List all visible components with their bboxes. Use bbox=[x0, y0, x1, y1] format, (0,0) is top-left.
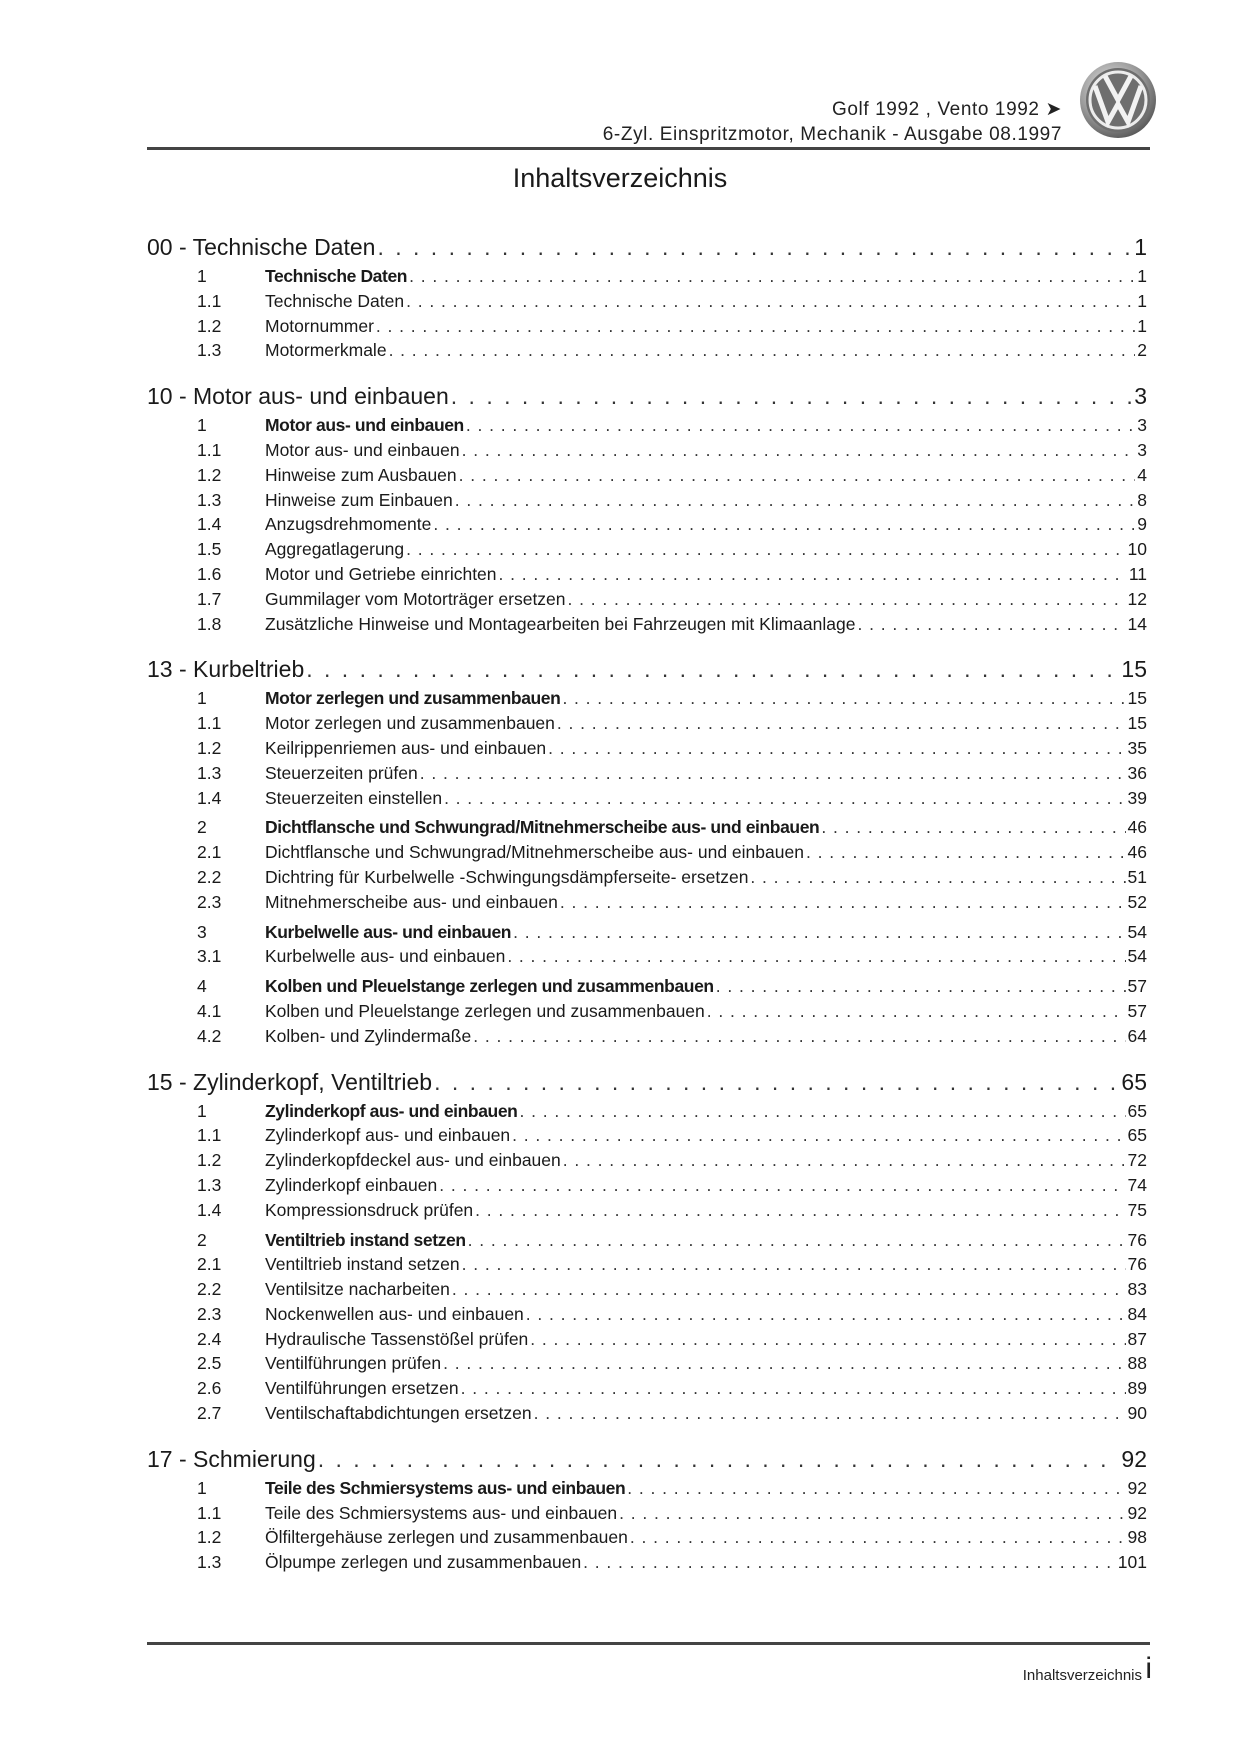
toc-section-row[interactable] bbox=[147, 1099, 1147, 1124]
entry-number: 1.2 bbox=[197, 737, 222, 758]
toc-entry-row[interactable] bbox=[147, 463, 1147, 488]
entry-page: 64 bbox=[1127, 1025, 1147, 1046]
entry-title: Motor aus- und einbauen bbox=[265, 415, 464, 436]
toc-entry-row[interactable] bbox=[147, 1024, 1147, 1049]
entry-title: Motornummer bbox=[265, 315, 374, 336]
entry-number: 2.3 bbox=[197, 1303, 222, 1324]
entry-title: Kolben und Pleuelstange zerlegen und zusammenbauen bbox=[265, 1000, 705, 1021]
entry-page: 75 bbox=[1127, 1199, 1147, 1220]
dot-leader bbox=[821, 815, 1125, 840]
entry-number: 1.3 bbox=[197, 340, 222, 361]
dot-leader bbox=[377, 230, 1132, 264]
toc-entry-row[interactable] bbox=[147, 1550, 1147, 1575]
entry-title: Ventiltrieb instand setzen bbox=[265, 1229, 466, 1250]
entry-page: 11 bbox=[1128, 563, 1147, 584]
entry-page: 46 bbox=[1127, 817, 1147, 838]
dot-leader bbox=[443, 1351, 1125, 1376]
toc-section-row[interactable] bbox=[147, 686, 1147, 711]
toc-entry-row[interactable] bbox=[147, 1252, 1147, 1277]
dot-leader bbox=[439, 1173, 1125, 1198]
dot-leader bbox=[409, 264, 1135, 289]
entry-number: 1.1 bbox=[197, 290, 222, 311]
dot-leader bbox=[619, 1501, 1125, 1526]
entry-title: Zylinderkopfdeckel aus- und einbauen bbox=[265, 1150, 561, 1171]
entry-page: 51 bbox=[1127, 866, 1147, 887]
dot-leader bbox=[512, 1123, 1125, 1148]
toc-entry-row[interactable] bbox=[147, 890, 1147, 915]
entry-number: 2.1 bbox=[197, 842, 222, 863]
entry-number: 1.7 bbox=[197, 588, 222, 609]
entry-title: Dichtflansche und Schwungrad/Mitnehmerscheibe aus- und einbauen bbox=[265, 842, 804, 863]
entry-number: 1.2 bbox=[197, 464, 222, 485]
entry-page: 35 bbox=[1127, 737, 1147, 758]
entry-page: 76 bbox=[1127, 1229, 1147, 1250]
entry-page: 46 bbox=[1127, 842, 1147, 863]
entry-number: 1.2 bbox=[197, 315, 222, 336]
entry-title: Ölfiltergehäuse zerlegen und zusammenbauen bbox=[265, 1527, 628, 1548]
entry-number: 1.5 bbox=[197, 539, 222, 560]
toc-chapter-row[interactable] bbox=[147, 230, 1147, 264]
entry-page: 10 bbox=[1127, 539, 1147, 560]
toc-entry-row[interactable] bbox=[147, 1525, 1147, 1550]
entry-title: Technische Daten bbox=[265, 290, 405, 311]
entry-number: 1.6 bbox=[197, 563, 222, 584]
toc-entry-row[interactable] bbox=[147, 865, 1147, 890]
entry-number: 1.3 bbox=[197, 1552, 222, 1573]
dot-leader bbox=[420, 761, 1126, 786]
entry-title: Hinweise zum Ausbauen bbox=[265, 464, 457, 485]
entry-number: 2.3 bbox=[197, 891, 222, 912]
entry-number: 2.5 bbox=[197, 1353, 222, 1374]
dot-leader bbox=[562, 686, 1125, 711]
dot-leader bbox=[857, 612, 1125, 637]
toc-entry-row[interactable] bbox=[147, 488, 1147, 513]
entry-number: 1.4 bbox=[197, 514, 222, 535]
entry-number: 2 bbox=[197, 1229, 207, 1250]
header-divider bbox=[147, 147, 1150, 150]
entry-page: 36 bbox=[1127, 762, 1147, 783]
entry-title: Gummilager vom Motorträger ersetzen bbox=[265, 588, 566, 609]
dot-leader bbox=[452, 1277, 1126, 1302]
footer-divider bbox=[147, 1642, 1150, 1645]
dot-leader bbox=[557, 711, 1126, 736]
toc-entry-row[interactable] bbox=[147, 1302, 1147, 1327]
entry-title: Anzugsdrehmomente bbox=[265, 514, 432, 535]
chapter-title: 00 - Technische Daten bbox=[147, 234, 376, 260]
toc-section-row[interactable] bbox=[147, 264, 1147, 289]
entry-page: 15 bbox=[1127, 688, 1147, 709]
toc-entry-row[interactable] bbox=[147, 438, 1147, 463]
entry-page: 57 bbox=[1127, 1000, 1147, 1021]
toc-entry-row[interactable] bbox=[147, 1123, 1147, 1148]
entry-number: 2 bbox=[197, 817, 207, 838]
entry-number: 2.2 bbox=[197, 866, 222, 887]
entry-page: 9 bbox=[1137, 514, 1147, 535]
entry-number: 1.4 bbox=[197, 787, 222, 808]
entry-number: 1 bbox=[197, 1477, 207, 1498]
entry-title: Technische Daten bbox=[265, 266, 408, 286]
toc-entry-row[interactable] bbox=[147, 338, 1147, 363]
entry-number: 3 bbox=[197, 921, 207, 942]
dot-leader bbox=[534, 1401, 1126, 1426]
dot-leader bbox=[560, 890, 1126, 915]
toc-entry-row[interactable] bbox=[147, 761, 1147, 786]
entry-page: 4 bbox=[1137, 464, 1147, 485]
dot-leader bbox=[530, 1327, 1125, 1352]
dot-leader bbox=[716, 974, 1126, 999]
entry-number: 2.6 bbox=[197, 1378, 222, 1399]
dot-leader bbox=[444, 786, 1125, 811]
toc-entry-row[interactable] bbox=[147, 999, 1147, 1024]
entry-title: Keilrippenriemen aus- und einbauen bbox=[265, 737, 547, 758]
toc-entry-row[interactable] bbox=[147, 1148, 1147, 1173]
entry-title: Nockenwellen aus- und einbauen bbox=[265, 1303, 524, 1324]
dot-leader bbox=[507, 944, 1125, 969]
dot-leader bbox=[462, 1252, 1126, 1277]
toc-section-row[interactable] bbox=[147, 920, 1147, 945]
toc-entry-row[interactable] bbox=[147, 1327, 1147, 1352]
entry-number: 1.3 bbox=[197, 762, 222, 783]
entry-title: Ventilführungen ersetzen bbox=[265, 1378, 459, 1399]
dot-leader bbox=[750, 865, 1125, 890]
entry-number: 1.1 bbox=[197, 439, 222, 460]
dot-leader bbox=[455, 488, 1136, 513]
chapter-title: 10 - Motor aus- und einbauen bbox=[147, 383, 449, 410]
toc-entry-row[interactable] bbox=[147, 711, 1147, 736]
entry-title: Motor zerlegen und zusammenbauen bbox=[265, 688, 561, 709]
entry-title: Hinweise zum Einbauen bbox=[265, 489, 453, 510]
entry-number: 1.2 bbox=[197, 1527, 222, 1548]
dot-leader bbox=[473, 1024, 1125, 1049]
entry-title: Mitnehmerscheibe aus- und einbauen bbox=[265, 891, 558, 912]
toc-entry-row[interactable] bbox=[147, 1277, 1147, 1302]
entry-title: Teile des Schmiersystems aus- und einbauen bbox=[265, 1502, 618, 1523]
entry-page: 12 bbox=[1127, 588, 1147, 609]
toc-chapter bbox=[147, 652, 1147, 1048]
entry-title: Teile des Schmiersystems aus- und einbauen bbox=[265, 1477, 626, 1498]
toc-chapter bbox=[147, 1065, 1147, 1426]
entry-page: 14 bbox=[1127, 613, 1147, 634]
entry-number: 2.4 bbox=[197, 1328, 222, 1349]
dot-leader bbox=[406, 537, 1125, 562]
dot-leader bbox=[451, 379, 1132, 413]
entry-title: Zusätzliche Hinweise und Montagearbeiten bei Fahrzeugen mit Klimaanlage bbox=[265, 613, 856, 634]
toc-entry-row[interactable] bbox=[147, 1173, 1147, 1198]
dot-leader bbox=[526, 1302, 1126, 1327]
dot-leader bbox=[468, 1228, 1126, 1253]
entry-number: 1 bbox=[197, 1100, 207, 1121]
toc-chapter-row[interactable] bbox=[147, 652, 1147, 686]
entry-page: 54 bbox=[1127, 921, 1147, 942]
dot-leader bbox=[376, 314, 1135, 339]
entry-title: Motormerkmale bbox=[265, 340, 387, 361]
entry-page: 65 bbox=[1127, 1125, 1147, 1146]
entry-title: Ventiltrieb instand setzen bbox=[265, 1254, 460, 1275]
toc-chapter-row[interactable] bbox=[147, 1442, 1147, 1476]
chapter-title: 15 - Zylinderkopf, Ventiltrieb bbox=[147, 1068, 433, 1095]
entry-page: 72 bbox=[1127, 1150, 1147, 1171]
entry-title: Kurbelwelle aus- und einbauen bbox=[265, 921, 512, 942]
entry-title: Motor aus- und einbauen bbox=[265, 439, 460, 460]
page-title: Inhaltsverzeichnis bbox=[512, 163, 728, 193]
entry-page: 1 bbox=[1137, 266, 1147, 286]
entry-page: 39 bbox=[1127, 787, 1147, 808]
entry-page: 87 bbox=[1127, 1328, 1147, 1349]
toc-chapter-row[interactable] bbox=[147, 379, 1147, 413]
entry-page: 54 bbox=[1127, 946, 1147, 967]
dot-leader bbox=[707, 999, 1126, 1024]
entry-page: 90 bbox=[1127, 1403, 1147, 1424]
entry-title: Motor zerlegen und zusammenbauen bbox=[265, 713, 555, 734]
toc-entry-row[interactable] bbox=[147, 1351, 1147, 1376]
entry-number: 2.1 bbox=[197, 1254, 222, 1275]
entry-page: 92 bbox=[1127, 1502, 1147, 1523]
toc-entry-row[interactable] bbox=[147, 786, 1147, 811]
toc-chapter-row[interactable] bbox=[147, 1065, 1147, 1099]
entry-page: 84 bbox=[1127, 1303, 1147, 1324]
entry-title: Zylinderkopf aus- und einbauen bbox=[265, 1100, 518, 1121]
entry-title: Kurbelwelle aus- und einbauen bbox=[265, 946, 506, 967]
entry-page: 2 bbox=[1137, 340, 1147, 361]
entry-number: 1.1 bbox=[197, 1502, 222, 1523]
footer-label: Inhaltsverzeichnis bbox=[1022, 1667, 1142, 1684]
entry-title: Aggregatlagerung bbox=[265, 539, 405, 560]
dot-leader bbox=[459, 463, 1136, 488]
entry-number: 1.2 bbox=[197, 1150, 222, 1171]
dot-leader bbox=[306, 652, 1119, 686]
chapter-page: 92 bbox=[1121, 1445, 1147, 1472]
entry-number: 1.8 bbox=[197, 613, 222, 634]
footer-page-number: i bbox=[1145, 1652, 1152, 1685]
entry-number: 1 bbox=[197, 266, 207, 286]
entry-title: Kompressionsdruck prüfen bbox=[265, 1199, 474, 1220]
entry-page: 1 bbox=[1137, 290, 1147, 311]
chapter-page: 1 bbox=[1134, 234, 1147, 260]
chapter-title: 17 - Schmierung bbox=[147, 1445, 316, 1472]
entry-page: 65 bbox=[1127, 1100, 1147, 1121]
dot-leader bbox=[461, 1376, 1126, 1401]
toc-entry-row[interactable] bbox=[147, 1198, 1147, 1223]
toc-section-row[interactable] bbox=[147, 1228, 1147, 1253]
entry-number: 1.1 bbox=[197, 1125, 222, 1146]
dot-leader bbox=[466, 413, 1135, 438]
entry-number: 3.1 bbox=[197, 946, 222, 967]
entry-number: 1.3 bbox=[197, 1174, 222, 1195]
chapter-title: 13 - Kurbeltrieb bbox=[147, 656, 305, 683]
toc-entry-row[interactable] bbox=[147, 840, 1147, 865]
entry-page: 101 bbox=[1117, 1552, 1147, 1573]
dot-leader bbox=[568, 587, 1126, 612]
entry-title: Dichtflansche und Schwungrad/Mitnehmerscheibe aus- und einbauen bbox=[265, 817, 820, 838]
entry-number: 1.4 bbox=[197, 1199, 222, 1220]
toc-entry-row[interactable] bbox=[147, 289, 1147, 314]
dot-leader bbox=[318, 1442, 1120, 1476]
toc-entry-row[interactable] bbox=[147, 512, 1147, 537]
toc-entry-row[interactable] bbox=[147, 1401, 1147, 1426]
entry-page: 88 bbox=[1127, 1353, 1147, 1374]
toc-entry-row[interactable] bbox=[147, 1376, 1147, 1401]
dot-leader bbox=[475, 1198, 1125, 1223]
toc-section-row[interactable] bbox=[147, 413, 1147, 438]
entry-title: Ventilschaftabdichtungen ersetzen bbox=[265, 1403, 532, 1424]
dot-leader bbox=[627, 1476, 1125, 1501]
entry-page: 3 bbox=[1137, 439, 1147, 460]
toc-section-row[interactable] bbox=[147, 1476, 1147, 1501]
entry-title: Ventilsitze nacharbeiten bbox=[265, 1279, 450, 1300]
entry-number: 4.2 bbox=[197, 1025, 222, 1046]
vw-logo-icon bbox=[1078, 60, 1158, 140]
toc-entry-row[interactable] bbox=[147, 944, 1147, 969]
entry-title: Hydraulische Tassenstößel prüfen bbox=[265, 1328, 529, 1349]
entry-page: 74 bbox=[1127, 1174, 1147, 1195]
entry-title: Zylinderkopf einbauen bbox=[265, 1174, 438, 1195]
entry-page: 83 bbox=[1127, 1279, 1147, 1300]
entry-title: Steuerzeiten einstellen bbox=[265, 787, 443, 808]
toc-entry-row[interactable] bbox=[147, 314, 1147, 339]
chapter-page: 65 bbox=[1121, 1068, 1147, 1095]
dot-leader bbox=[519, 1099, 1125, 1124]
entry-page: 52 bbox=[1127, 891, 1147, 912]
table-of-contents bbox=[147, 230, 1147, 1575]
dot-leader bbox=[548, 736, 1125, 761]
entry-title: Kolben und Pleuelstange zerlegen und zusammenbauen bbox=[265, 976, 714, 997]
dot-leader bbox=[630, 1525, 1126, 1550]
dot-leader bbox=[563, 1148, 1126, 1173]
dot-leader bbox=[583, 1550, 1116, 1575]
dot-leader bbox=[434, 1065, 1119, 1099]
entry-number: 4.1 bbox=[197, 1000, 222, 1021]
header-vehicles: Golf 1992 , Vento 1992 ➤ bbox=[832, 99, 1062, 120]
header-subtitle: 6-Zyl. Einspritzmotor, Mechanik - Ausgabe 08.1997 bbox=[602, 124, 1062, 145]
entry-number: 1.3 bbox=[197, 489, 222, 510]
entry-number: 4 bbox=[197, 976, 207, 997]
entry-number: 1 bbox=[197, 688, 207, 709]
entry-title: Motor und Getriebe einrichten bbox=[265, 563, 497, 584]
toc-entry-row[interactable] bbox=[147, 537, 1147, 562]
entry-page: 76 bbox=[1127, 1254, 1147, 1275]
entry-page: 8 bbox=[1137, 489, 1147, 510]
toc-entry-row[interactable] bbox=[147, 1501, 1147, 1526]
dot-leader bbox=[499, 562, 1127, 587]
entry-page: 57 bbox=[1127, 976, 1147, 997]
entry-title: Ventilführungen prüfen bbox=[265, 1353, 442, 1374]
chapter-page: 3 bbox=[1134, 383, 1147, 410]
toc-entry-row[interactable] bbox=[147, 736, 1147, 761]
entry-number: 2.2 bbox=[197, 1279, 222, 1300]
dot-leader bbox=[406, 289, 1135, 314]
toc-entry-row[interactable] bbox=[147, 612, 1147, 637]
dot-leader bbox=[433, 512, 1135, 537]
dot-leader bbox=[806, 840, 1126, 865]
entry-number: 1 bbox=[197, 415, 207, 436]
entry-page: 92 bbox=[1127, 1477, 1147, 1498]
toc-section-row[interactable] bbox=[147, 815, 1147, 840]
entry-title: Steuerzeiten prüfen bbox=[265, 762, 418, 783]
chapter-page: 15 bbox=[1121, 656, 1147, 683]
entry-page: 15 bbox=[1127, 713, 1147, 734]
entry-title: Dichtring für Kurbelwelle -Schwingungsdämpferseite- ersetzen bbox=[265, 866, 749, 887]
toc-section-row[interactable] bbox=[147, 974, 1147, 999]
entry-page: 1 bbox=[1137, 315, 1147, 336]
toc-entry-row[interactable] bbox=[147, 587, 1147, 612]
entry-page: 3 bbox=[1137, 415, 1147, 436]
entry-page: 89 bbox=[1127, 1378, 1147, 1399]
entry-number: 1.1 bbox=[197, 713, 222, 734]
entry-title: Ölpumpe zerlegen und zusammenbauen bbox=[265, 1552, 582, 1573]
dot-leader bbox=[513, 920, 1125, 945]
dot-leader bbox=[389, 338, 1136, 363]
toc-chapter bbox=[147, 1442, 1147, 1575]
entry-page: 98 bbox=[1127, 1527, 1147, 1548]
toc-chapter bbox=[147, 230, 1147, 363]
entry-title: Kolben- und Zylindermaße bbox=[265, 1025, 472, 1046]
toc-chapter bbox=[147, 379, 1147, 636]
entry-number: 2.7 bbox=[197, 1403, 222, 1424]
dot-leader bbox=[462, 438, 1136, 463]
toc-entry-row[interactable] bbox=[147, 562, 1147, 587]
entry-title: Zylinderkopf aus- und einbauen bbox=[265, 1125, 511, 1146]
